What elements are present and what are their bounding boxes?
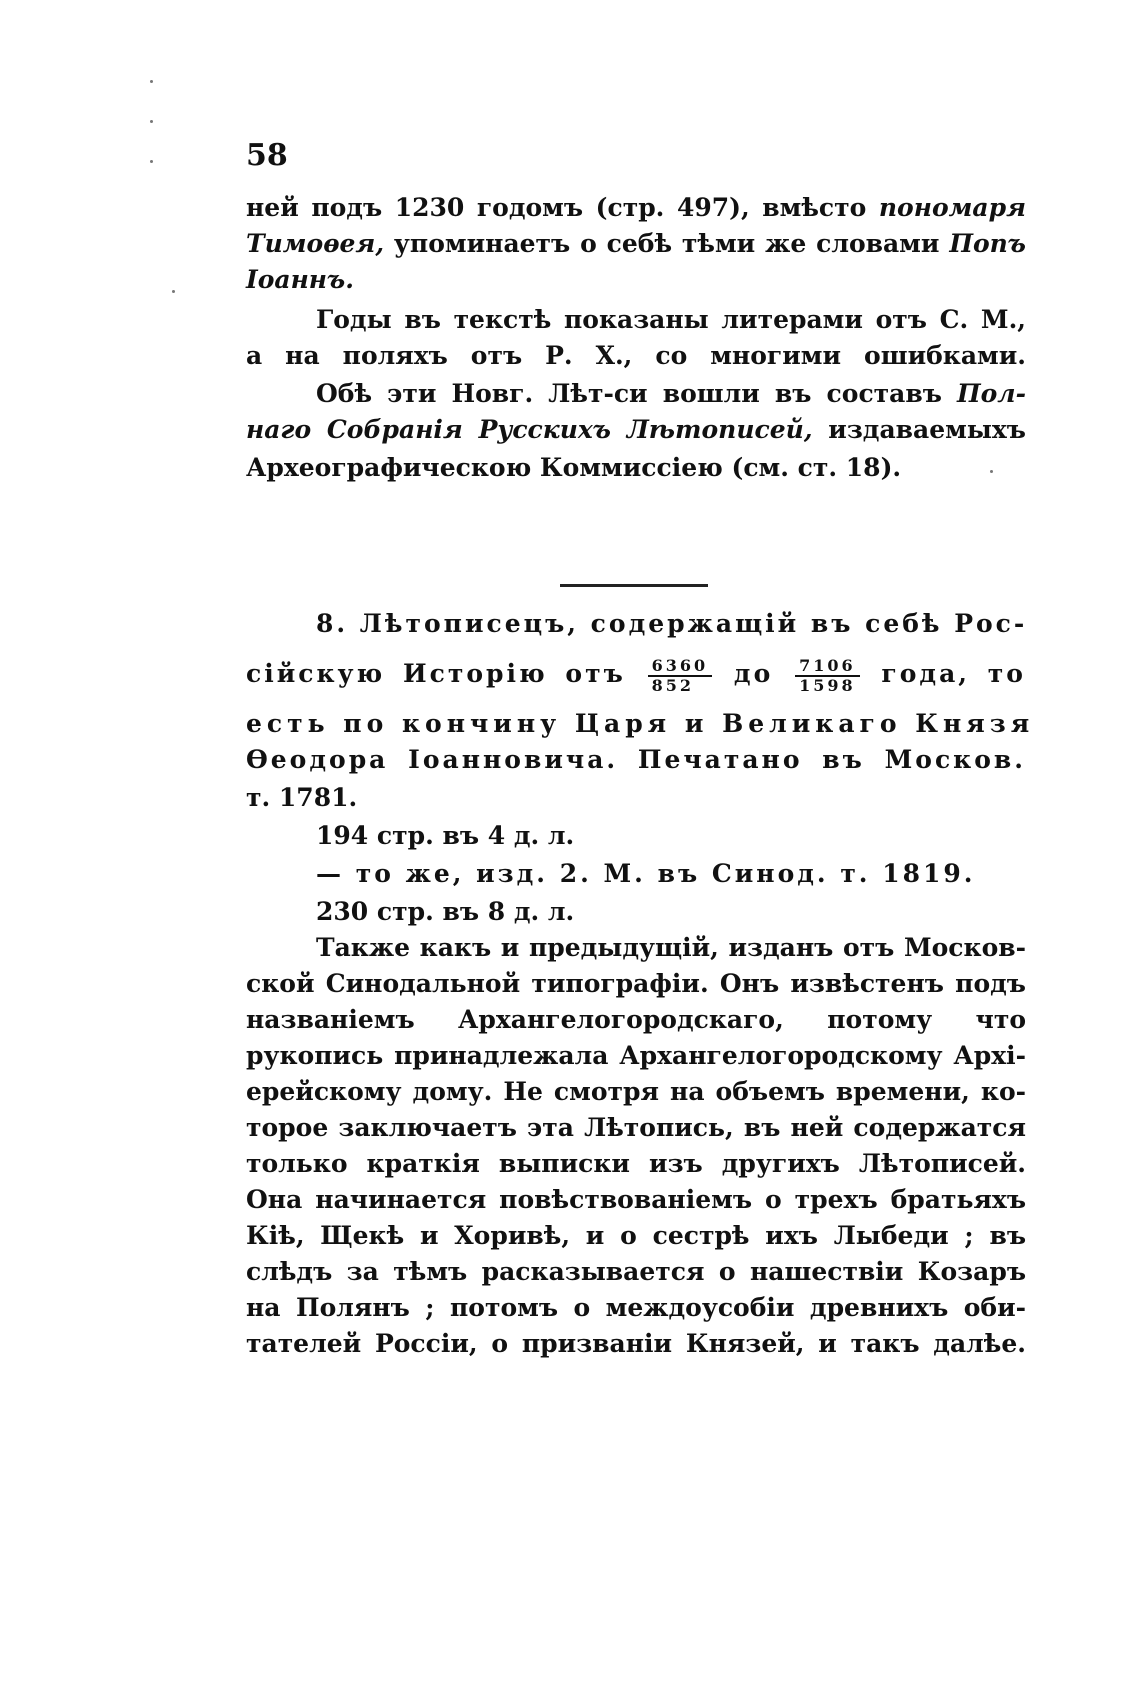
text-line: а на поляхъ отъ Р. Х., со многими ошибками.	[246, 341, 1026, 370]
text-line: названіемъ Архангелогородскаго, потому что	[246, 1005, 1026, 1034]
text-line: Кіѣ, Щекѣ и Хоривѣ, и о сестрѣ ихъ Лыбеди ; въ	[246, 1221, 1026, 1250]
italic-span: пономаря	[878, 193, 1026, 222]
text-line: слѣдъ за тѣмъ расказывается о нашествіи Козаръ	[246, 1257, 1026, 1286]
fraction-year-end	[795, 657, 860, 695]
text-line: Также какъ и предыдущій, изданъ отъ Москов-	[316, 933, 1026, 962]
fraction-denominator: 852	[651, 675, 694, 695]
italic-span: Тимоѳея,	[246, 229, 385, 258]
italic-span: наго Собранія Русскихъ Лѣтописей,	[246, 415, 813, 444]
scan-speck	[990, 470, 993, 473]
entry-heading-line: 8. Лѣтописецъ, содержащій въ себѣ Рос-	[316, 609, 1028, 638]
text-line: тателей Россіи, о призваніи Князей, и такъ далѣе.	[246, 1329, 1026, 1358]
entry-heading-line: т. 1781.	[246, 783, 358, 812]
italic-span: Пол-	[957, 379, 1026, 408]
text-line: ской Синодальной типографіи. Онъ извѣстенъ подъ	[246, 969, 1026, 998]
fraction-numerator: 7106	[795, 657, 860, 677]
text-span: ней подъ 1230 годомъ (стр. 497), вмѣсто	[246, 193, 867, 222]
page-number: 58	[246, 138, 288, 173]
text-span: до	[733, 659, 774, 688]
edition-line: 230 стр. въ 8 д. л.	[316, 897, 575, 926]
entry-heading-line: Ѳеодора Іоанновича. Печатано въ Москов.	[246, 745, 1026, 774]
edition-line: — то же, изд. 2. М. въ Синод. т. 1819.	[316, 859, 976, 888]
italic-span: Попъ	[949, 229, 1026, 258]
text-span: издаваемыхъ	[828, 415, 1026, 444]
text-span: упоминаетъ о себѣ тѣми же словами	[393, 229, 940, 258]
text-line: только краткія выписки изъ другихъ Лѣтописей.	[246, 1149, 1026, 1178]
text-span: Обѣ эти Новг. Лѣт-си вошли въ составъ	[316, 379, 942, 408]
scan-speck	[172, 290, 175, 293]
scan-speck	[150, 160, 153, 163]
text-line	[246, 190, 1026, 226]
fraction-year-start	[648, 657, 713, 695]
text-line: на Полянъ ; потомъ о междоусобіи древнихъ оби-	[246, 1293, 1026, 1322]
text-line	[316, 376, 1026, 412]
fraction-numerator: 6360	[648, 657, 713, 677]
text-line: торое заключаетъ эта Лѣтопись, въ ней содержатся	[246, 1113, 1026, 1142]
text-line: Годы въ текстѣ показаны литерами отъ С. М.,	[316, 305, 1026, 334]
text-line: Археографическою Коммиссіею (см. ст. 18).	[246, 453, 902, 482]
text-line: рукопись принадлежала Архангелогородскому Архі-	[246, 1041, 1026, 1070]
text-line: ерейскому дому. Не смотря на объемъ времени, ко-	[246, 1077, 1026, 1106]
fraction-denominator: 1598	[799, 675, 856, 695]
text-line: Іоаннъ.	[246, 265, 354, 294]
entry-heading-line: есть по кончину Царя и Великаго Князя	[246, 709, 1035, 738]
entry-heading-line	[246, 656, 1026, 695]
scan-speck	[150, 80, 153, 83]
text-line: Она начинается повѣствованіемъ о трехъ братьяхъ	[246, 1185, 1026, 1214]
text-line	[246, 412, 1026, 448]
scan-speck	[150, 120, 153, 123]
edition-line: 194 стр. въ 4 д. л.	[316, 821, 575, 850]
text-span: сійскую Исторію отъ	[246, 659, 626, 688]
text-line	[246, 226, 1026, 262]
section-divider	[560, 584, 708, 587]
text-span: года, то	[881, 659, 1026, 688]
